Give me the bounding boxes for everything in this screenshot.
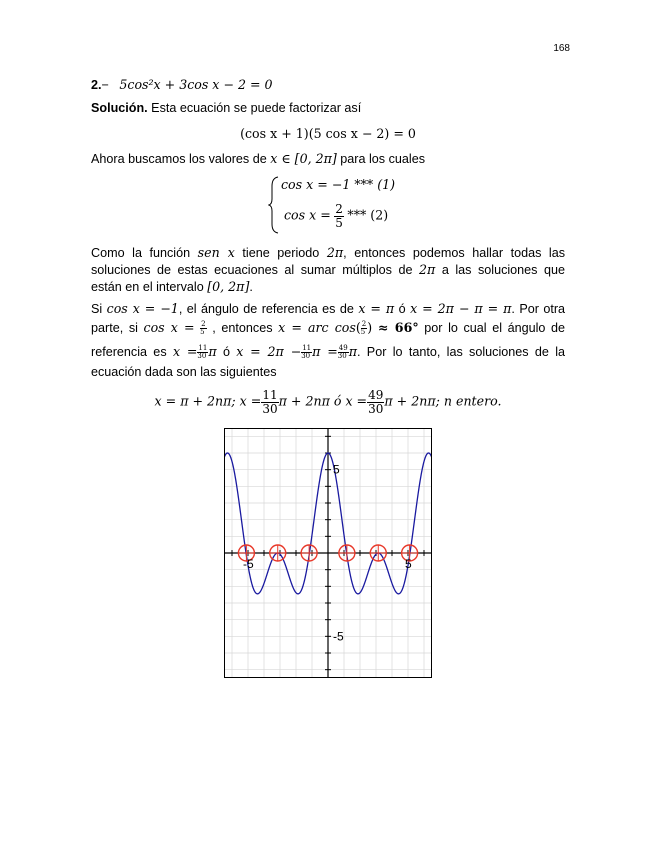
problem-statement: 2.− 5cos²x + 3cos x − 2 = 0 xyxy=(91,77,273,92)
solution-label: Solución. xyxy=(91,101,148,115)
paragraph-2-line-4: ecuación dada son las siguientes xyxy=(91,365,277,379)
system-equation-1: cos x = −1 *** (1) xyxy=(281,177,396,192)
problem-equation: 5cos²x + 3cos x − 2 = 0 xyxy=(119,77,273,92)
paragraph-1-line-1: Como la función sen x tiene periodo 2π, entonces podemos hallar todas las xyxy=(91,245,566,260)
graph-axes xyxy=(224,428,432,678)
search-sentence: Ahora buscamos los valores de x ∈ [0, 2π] para los cuales xyxy=(91,151,426,166)
paragraph-1-line-2: soluciones de estas ecuaciones al sumar múltiplos de 2π a las soluciones que xyxy=(91,262,566,277)
x-tick-label-5: 5 xyxy=(405,557,412,571)
y-tick-label-5: 5 xyxy=(333,462,340,477)
solution-intro: Solución. Esta ecuación se puede factorizar así xyxy=(91,101,362,115)
y-tick-label-neg5: -5 xyxy=(333,629,344,644)
fraction: $\frac{2}{5}$ xyxy=(335,202,343,230)
left-brace xyxy=(268,176,280,234)
factored-equation: (cos x + 1)(5 cos x − 2) = 0 xyxy=(240,126,416,141)
page-number: 168 xyxy=(553,43,570,54)
problem-number: 2. xyxy=(91,78,102,92)
final-solution: x = π + 2nπ; x = $\frac{11}{30}$ π + 2nπ ó x = $\frac{49}{30}$ π + 2nπ; n entero. xyxy=(154,388,502,416)
paragraph-2-line-3: referencia es x = $\frac{11}{30}$ π ó x = 2π − $\frac{11}{30}$ π = $\frac{49}{30}$ π. Por lo tanto, las soluciones de la xyxy=(91,343,565,361)
x-tick-label-neg5: -5 xyxy=(243,557,254,571)
paragraph-2-line-2: parte, si cos x = $\frac{2}{5}$ , entonces x = arc cos( $\frac{2}{5}$ ) ≈ 66° por lo cual el ángulo de xyxy=(91,319,566,337)
function-graph xyxy=(224,428,432,678)
paragraph-2-line-1: Si cos x = −1, el ángulo de referencia es de x = π ó x = 2π − π = π. Por otra xyxy=(91,301,566,316)
paragraph-1-line-3: están en el intervalo [0, 2π]. xyxy=(91,279,253,294)
system-equation-2: cos x = $\frac{2}{5}$ *** (2) xyxy=(284,202,389,230)
